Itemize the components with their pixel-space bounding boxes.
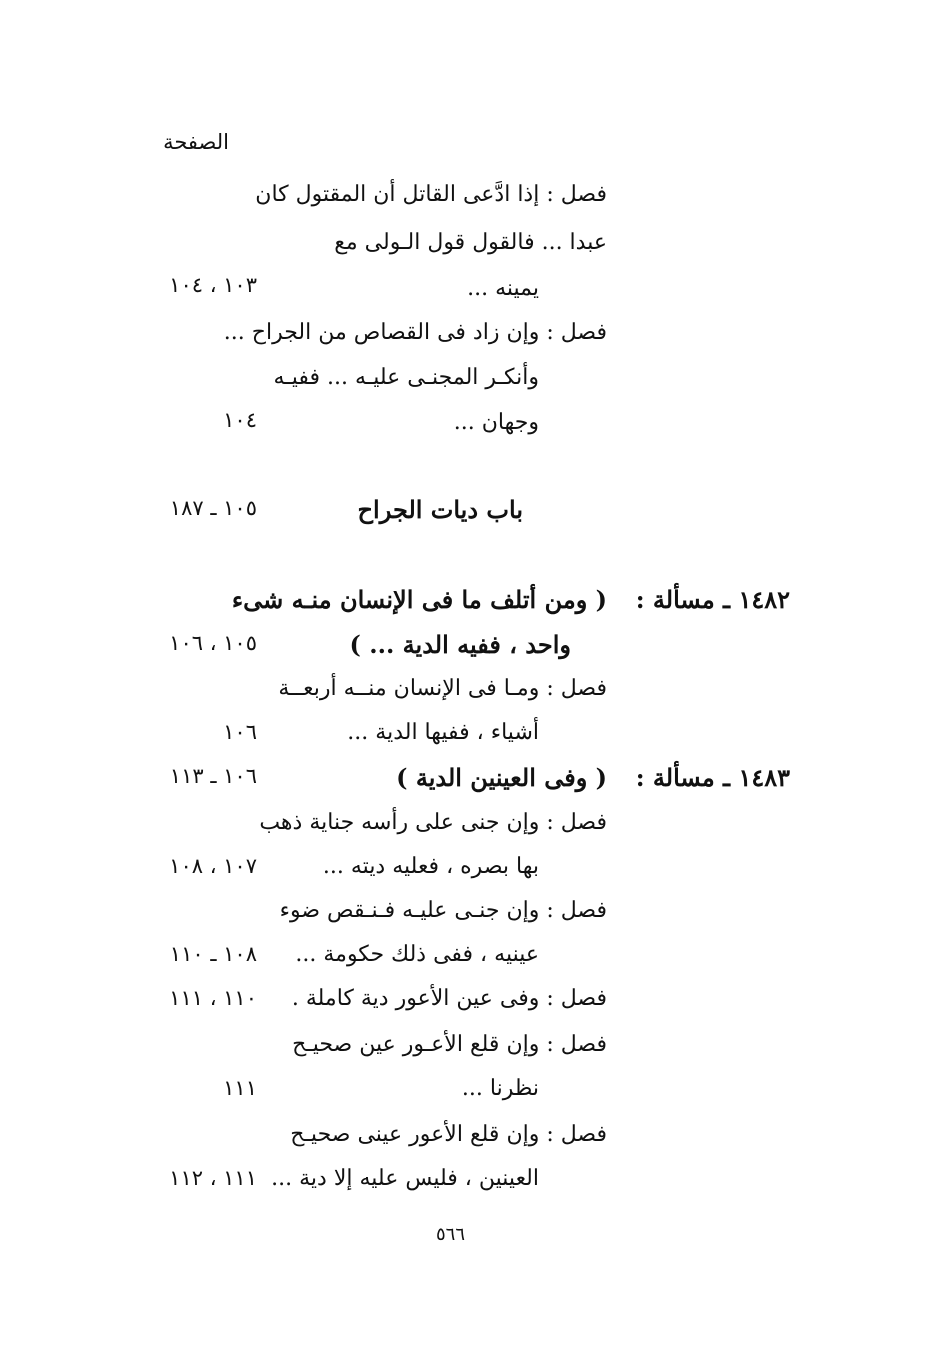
section-line: وأنكـر المجنـى عليـه ... ففيـه (273, 365, 539, 390)
page-ref: ١٠٨ ـ ١١٠ (169, 942, 257, 966)
entry-text: ( وفى العينين الدية ) (396, 763, 607, 792)
page-number: ٥٦٦ (436, 1224, 466, 1245)
section-line: يمينه ... (467, 276, 539, 301)
entry-text: ( ومن أتلف ما فى الإنسان منـه شىء (231, 585, 607, 614)
page-ref: ١٠٦ (223, 720, 257, 744)
section-line: فصل : وإن قلع الأعـور عين صحيـح (292, 1032, 607, 1057)
section-line: أشياء ، ففيها الدية ... (347, 720, 539, 745)
section-line: عبدا ... فالقول قول الـولى مع (334, 230, 607, 255)
section-line: فصل : وإن جنى على رأسه جناية ذهب (259, 810, 607, 835)
page-ref: ١٠٥ ، ١٠٦ (169, 631, 257, 655)
section-line: فصل : إذا ادَّعى القاتل أن المقتول كان (255, 182, 607, 207)
section-line: فصل : وإن قلع الأعور عينى صحيـح (290, 1122, 607, 1147)
chapter-title: باب ديات الجراح (357, 495, 523, 524)
page-ref: ١١١ ، ١١٢ (169, 1166, 257, 1190)
entry-text: واحد ، ففيه الدية ... ) (349, 630, 571, 659)
entry-number: ١٤٨٢ ـ مسألة : (635, 585, 790, 614)
section-line: العينين ، فليس عليه إلا دية ... (271, 1166, 539, 1191)
page-ref: ١١٠ ، ١١١ (169, 986, 257, 1010)
section-line: فصل : وإن زاد فى القصاص من الجراح ... (223, 320, 607, 345)
page-ref: ١٠٧ ، ١٠٨ (169, 854, 257, 878)
section-line: فصل : وإن جنـى عليـه فـنـقص ضوء (279, 898, 607, 923)
entry-number: ١٤٨٣ ـ مسألة : (635, 763, 790, 792)
section-line: فصل : ومـا فى الإنسان منــه أربعــة (278, 676, 607, 701)
page-ref: ١٠٣ ، ١٠٤ (169, 273, 257, 297)
column-header: الصفحة (163, 130, 229, 154)
page-ref: ١١١ (223, 1076, 257, 1100)
section-line: عينيه ، ففى ذلك حكومة ... (295, 942, 539, 967)
section-line: بها بصره ، فعليه ديته ... (322, 854, 539, 879)
section-line: نظرنا ... (461, 1076, 539, 1101)
page-ref: ١٠٦ ـ ١١٣ (169, 764, 257, 788)
section-line: وجهان ... (453, 410, 539, 435)
page-ref: ١٠٤ (223, 408, 257, 432)
section-line: فصل : وفى عين الأعور دية كاملة . (291, 986, 607, 1011)
page-ref: ١٠٥ ـ ١٨٧ (169, 496, 257, 520)
